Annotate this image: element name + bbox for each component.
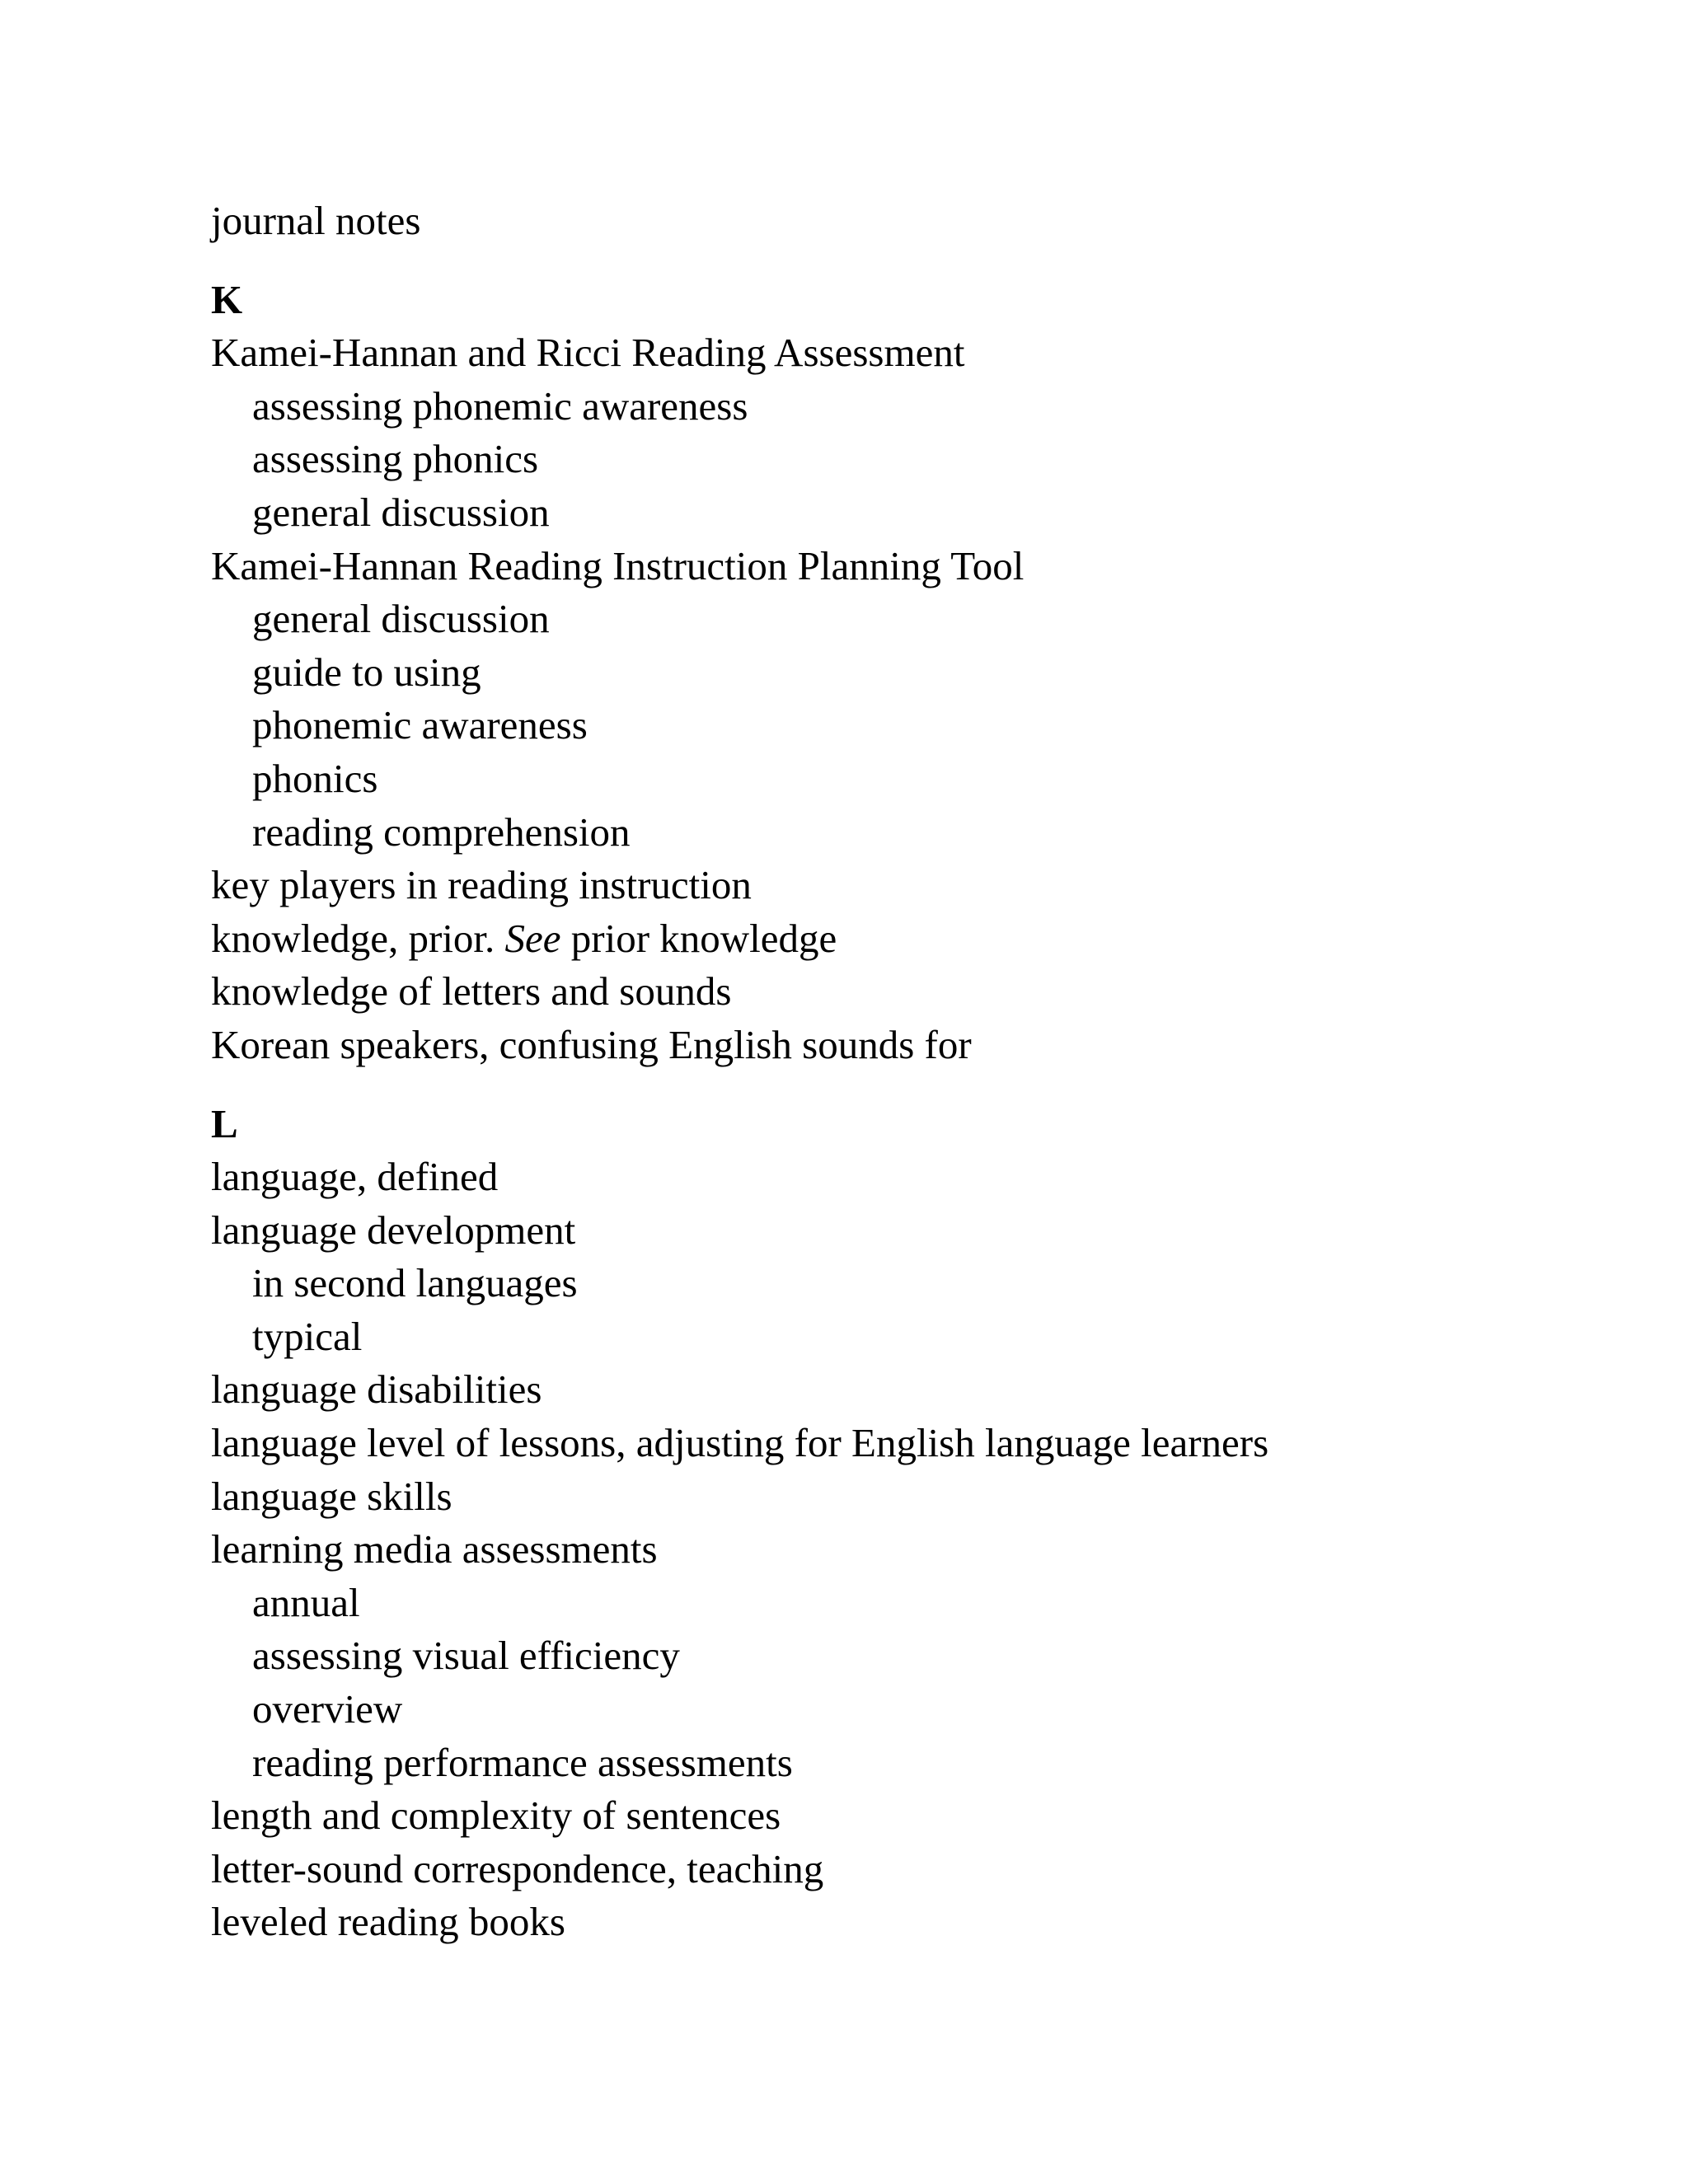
index-subentry: typical: [252, 1313, 363, 1359]
index-subentry: phonics: [252, 755, 378, 801]
index-entry: language development: [211, 1207, 576, 1253]
index-entry: language level of lessons, adjusting for English language learners: [211, 1420, 1269, 1466]
index-list: [211, 194, 1612, 1949]
see-reference-label: See: [504, 915, 561, 961]
index-entry: [211, 912, 1612, 966]
index-subentry: guide to using: [252, 649, 481, 695]
index-subentry: assessing phonemic awareness: [252, 382, 748, 429]
index-subentry: assessing visual efficiency: [252, 1633, 680, 1679]
index-entry: journal notes: [211, 198, 421, 243]
index-entry: Korean speakers, confusing English sounds for: [211, 1021, 972, 1067]
index-subentry: reading comprehension: [252, 808, 631, 855]
index-entry: key players in reading instruction: [211, 862, 752, 908]
index-entry: leveled reading books: [211, 1899, 565, 1945]
entry-text: knowledge, prior.: [211, 915, 505, 961]
index-subentry: general discussion: [252, 596, 550, 642]
index-entry: language skills: [211, 1473, 452, 1519]
index-subentry: assessing phonics: [252, 436, 539, 482]
index-entry: Kamei-Hannan Reading Instruction Planning Tool: [211, 542, 1025, 588]
index-entry: length and complexity of sentences: [211, 1793, 781, 1839]
index-subentry: general discussion: [252, 489, 550, 535]
index-subentry: in second languages: [252, 1260, 578, 1306]
index-entry: letter-sound correspondence, teaching: [211, 1845, 824, 1891]
index-subentry: reading performance assessments: [252, 1739, 793, 1785]
index-subentry: phonemic awareness: [252, 702, 588, 748]
section-letter-heading: L: [211, 1100, 238, 1146]
index-entry: knowledge of letters and sounds: [211, 968, 732, 1015]
section-letter-heading: K: [211, 276, 243, 322]
index-entry: language disabilities: [211, 1366, 542, 1413]
index-entry: learning media assessments: [211, 1526, 658, 1572]
see-reference-target: prior knowledge: [560, 915, 837, 961]
index-subentry: overview: [252, 1686, 403, 1732]
index-entry: language, defined: [211, 1154, 499, 1200]
index-entry: Kamei-Hannan and Ricci Reading Assessment: [211, 330, 965, 376]
index-subentry: annual: [252, 1579, 360, 1625]
